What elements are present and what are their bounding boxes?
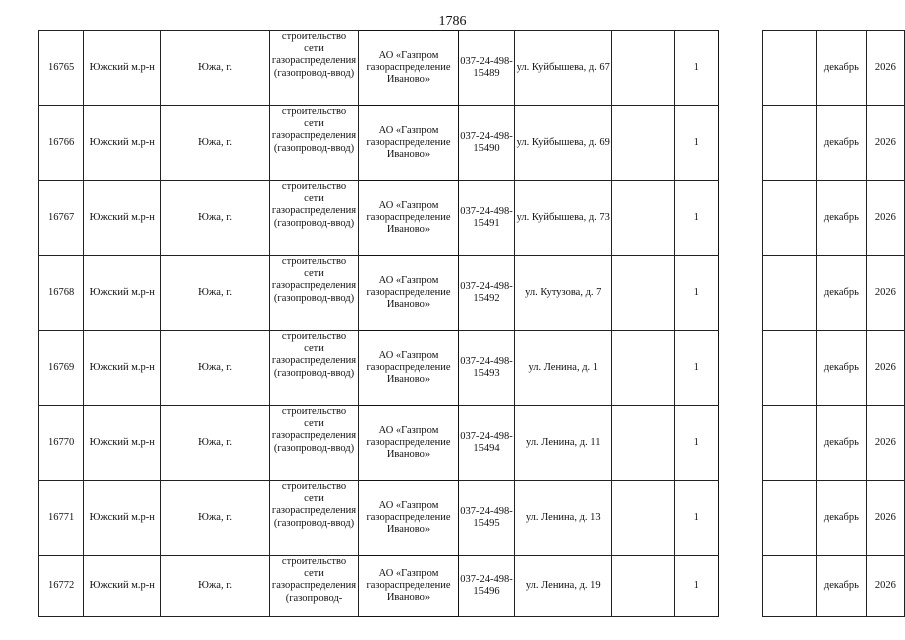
row-number-cell: 16768 — [39, 256, 84, 331]
row-number-cell: 16770 — [39, 406, 84, 481]
gap-cell — [718, 256, 762, 331]
row-number-cell: 16771 — [39, 481, 84, 556]
count-cell: 1 — [674, 31, 718, 106]
year-cell: 2026 — [866, 406, 904, 481]
registry-table — [38, 30, 905, 617]
gap-cell — [718, 181, 762, 256]
district-cell: Южский м.р-н — [84, 181, 161, 256]
work-type-cell — [269, 31, 358, 106]
district-cell: Южский м.р-н — [84, 331, 161, 406]
count-cell: 1 — [674, 556, 718, 617]
year-cell: 2026 — [866, 31, 904, 106]
gap-cell — [718, 406, 762, 481]
page-number: 1786 — [438, 14, 467, 29]
work-type-text: строительство сети газораспределения (газопровод-ввод) — [271, 31, 357, 79]
object-code-cell: 037-24-498-15491 — [458, 181, 514, 256]
table-row — [39, 556, 905, 617]
town-cell: Южа, г. — [161, 331, 270, 406]
empty-cell — [762, 106, 816, 181]
row-number-cell: 16765 — [39, 31, 84, 106]
count-cell: 1 — [674, 481, 718, 556]
work-type-cell — [269, 331, 358, 406]
address-cell: ул. Ленина, д. 1 — [515, 331, 612, 406]
year-cell: 2026 — [866, 106, 904, 181]
table-body — [39, 31, 905, 617]
town-cell: Южа, г. — [161, 556, 270, 617]
district-cell: Южский м.р-н — [84, 481, 161, 556]
gap-cell — [718, 331, 762, 406]
object-code-cell: 037-24-498-15495 — [458, 481, 514, 556]
organization-cell: АО «Газпром газораспределение Иваново» — [359, 556, 459, 617]
district-cell: Южский м.р-н — [84, 256, 161, 331]
organization-cell: АО «Газпром газораспределение Иваново» — [359, 406, 459, 481]
empty-cell — [612, 406, 674, 481]
work-type-text: строительство сети газораспределения (газопровод- — [271, 556, 357, 604]
table-row — [39, 31, 905, 106]
empty-cell — [762, 481, 816, 556]
empty-cell — [612, 556, 674, 617]
count-cell: 1 — [674, 256, 718, 331]
object-code-cell: 037-24-498-15490 — [458, 106, 514, 181]
empty-cell — [762, 181, 816, 256]
year-cell: 2026 — [866, 481, 904, 556]
object-code-cell: 037-24-498-15494 — [458, 406, 514, 481]
town-cell: Южа, г. — [161, 256, 270, 331]
month-cell: декабрь — [816, 181, 866, 256]
month-cell: декабрь — [816, 106, 866, 181]
year-cell: 2026 — [866, 256, 904, 331]
work-type-cell — [269, 256, 358, 331]
organization-cell: АО «Газпром газораспределение Иваново» — [359, 106, 459, 181]
work-type-cell — [269, 406, 358, 481]
gap-cell — [718, 556, 762, 617]
district-cell: Южский м.р-н — [84, 556, 161, 617]
work-type-text: строительство сети газораспределения (газопровод-ввод) — [271, 106, 357, 154]
empty-cell — [762, 406, 816, 481]
month-cell: декабрь — [816, 31, 866, 106]
work-type-text: строительство сети газораспределения (газопровод-ввод) — [271, 181, 357, 229]
work-type-cell — [269, 481, 358, 556]
count-cell: 1 — [674, 106, 718, 181]
organization-cell: АО «Газпром газораспределение Иваново» — [359, 331, 459, 406]
empty-cell — [612, 331, 674, 406]
count-cell: 1 — [674, 406, 718, 481]
month-cell: декабрь — [816, 256, 866, 331]
year-cell: 2026 — [866, 181, 904, 256]
month-cell: декабрь — [816, 481, 866, 556]
empty-cell — [612, 31, 674, 106]
town-cell: Южа, г. — [161, 406, 270, 481]
gap-cell — [718, 106, 762, 181]
district-cell: Южский м.р-н — [84, 31, 161, 106]
town-cell: Южа, г. — [161, 106, 270, 181]
address-cell: ул. Куйбышева, д. 73 — [515, 181, 612, 256]
empty-cell — [612, 481, 674, 556]
empty-cell — [762, 31, 816, 106]
work-type-cell — [269, 106, 358, 181]
gap-cell — [718, 481, 762, 556]
empty-cell — [762, 556, 816, 617]
month-cell: декабрь — [816, 406, 866, 481]
empty-cell — [612, 256, 674, 331]
town-cell: Южа, г. — [161, 481, 270, 556]
count-cell: 1 — [674, 331, 718, 406]
row-number-cell: 16766 — [39, 106, 84, 181]
empty-cell — [612, 181, 674, 256]
object-code-cell: 037-24-498-15492 — [458, 256, 514, 331]
work-type-text: строительство сети газораспределения (газопровод-ввод) — [271, 256, 357, 304]
empty-cell — [762, 256, 816, 331]
table-row — [39, 106, 905, 181]
year-cell: 2026 — [866, 331, 904, 406]
address-cell: ул. Ленина, д. 13 — [515, 481, 612, 556]
work-type-cell — [269, 181, 358, 256]
address-cell: ул. Куйбышева, д. 67 — [515, 31, 612, 106]
organization-cell: АО «Газпром газораспределение Иваново» — [359, 481, 459, 556]
table-row — [39, 256, 905, 331]
empty-cell — [612, 106, 674, 181]
month-cell: декабрь — [816, 331, 866, 406]
address-cell: ул. Ленина, д. 11 — [515, 406, 612, 481]
address-cell: ул. Кутузова, д. 7 — [515, 256, 612, 331]
district-cell: Южский м.р-н — [84, 406, 161, 481]
gap-cell — [718, 31, 762, 106]
month-cell: декабрь — [816, 556, 866, 617]
town-cell: Южа, г. — [161, 31, 270, 106]
empty-cell — [762, 331, 816, 406]
object-code-cell: 037-24-498-15493 — [458, 331, 514, 406]
organization-cell: АО «Газпром газораспределение Иваново» — [359, 181, 459, 256]
address-cell: ул. Ленина, д. 19 — [515, 556, 612, 617]
object-code-cell: 037-24-498-15496 — [458, 556, 514, 617]
count-cell: 1 — [674, 181, 718, 256]
row-number-cell: 16772 — [39, 556, 84, 617]
table-row — [39, 481, 905, 556]
table-row — [39, 331, 905, 406]
object-code-cell: 037-24-498-15489 — [458, 31, 514, 106]
town-cell: Южа, г. — [161, 181, 270, 256]
row-number-cell: 16767 — [39, 181, 84, 256]
address-cell: ул. Куйбышева, д. 69 — [515, 106, 612, 181]
organization-cell: АО «Газпром газораспределение Иваново» — [359, 31, 459, 106]
organization-cell: АО «Газпром газораспределение Иваново» — [359, 256, 459, 331]
table-row — [39, 406, 905, 481]
year-cell: 2026 — [866, 556, 904, 617]
work-type-cell — [269, 556, 358, 617]
work-type-text: строительство сети газораспределения (газопровод-ввод) — [271, 331, 357, 379]
district-cell: Южский м.р-н — [84, 106, 161, 181]
table-row — [39, 181, 905, 256]
row-number-cell: 16769 — [39, 331, 84, 406]
work-type-text: строительство сети газораспределения (газопровод-ввод) — [271, 406, 357, 454]
work-type-text: строительство сети газораспределения (газопровод-ввод) — [271, 481, 357, 529]
